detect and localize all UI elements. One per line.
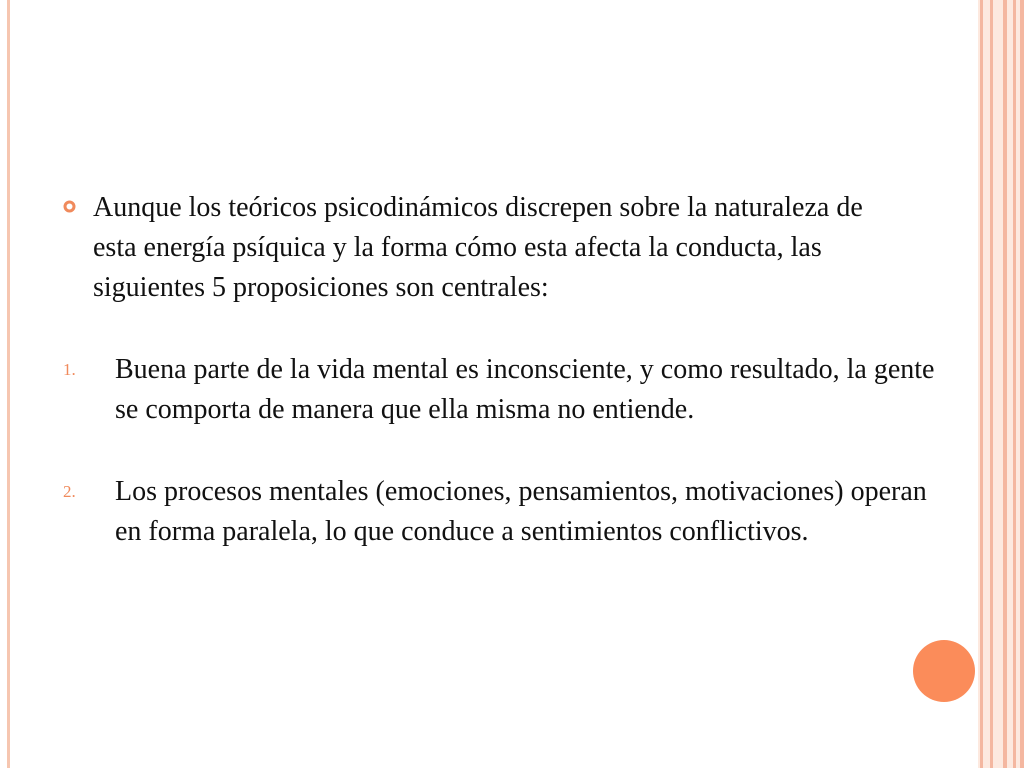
orange-circle-decoration bbox=[913, 640, 975, 702]
item-text: Los procesos mentales (emociones, pensamientos, motivaciones) operan en forma paralela, lo que conduce a sentimientos conflictivos. bbox=[115, 476, 927, 547]
bullet-text: Aunque los teóricos psicodinámicos discrepen sobre la naturaleza de esta energía psíquica y la forma cómo esta afecta la conducta, las siguientes 5 proposiciones son centrales: bbox=[93, 192, 863, 303]
numbered-item-2 bbox=[60, 472, 935, 552]
bullet-paragraph bbox=[60, 188, 910, 308]
item-number: 2. bbox=[63, 482, 76, 501]
left-decorative-border bbox=[7, 0, 10, 768]
right-stripe bbox=[1013, 0, 1016, 768]
right-stripe bbox=[980, 0, 983, 768]
right-decorative-band bbox=[978, 0, 1024, 768]
numbered-item-1 bbox=[60, 350, 935, 430]
right-stripe bbox=[990, 0, 993, 768]
right-stripe bbox=[1003, 0, 1007, 768]
item-text: Buena parte de la vida mental es inconsciente, y como resultado, la gente se comporta de manera que ella misma no entiende. bbox=[115, 354, 935, 425]
item-number: 1. bbox=[63, 360, 76, 379]
orange-ring-bullet-icon bbox=[63, 200, 76, 213]
right-stripe bbox=[1020, 0, 1024, 768]
slide-body bbox=[60, 188, 935, 552]
